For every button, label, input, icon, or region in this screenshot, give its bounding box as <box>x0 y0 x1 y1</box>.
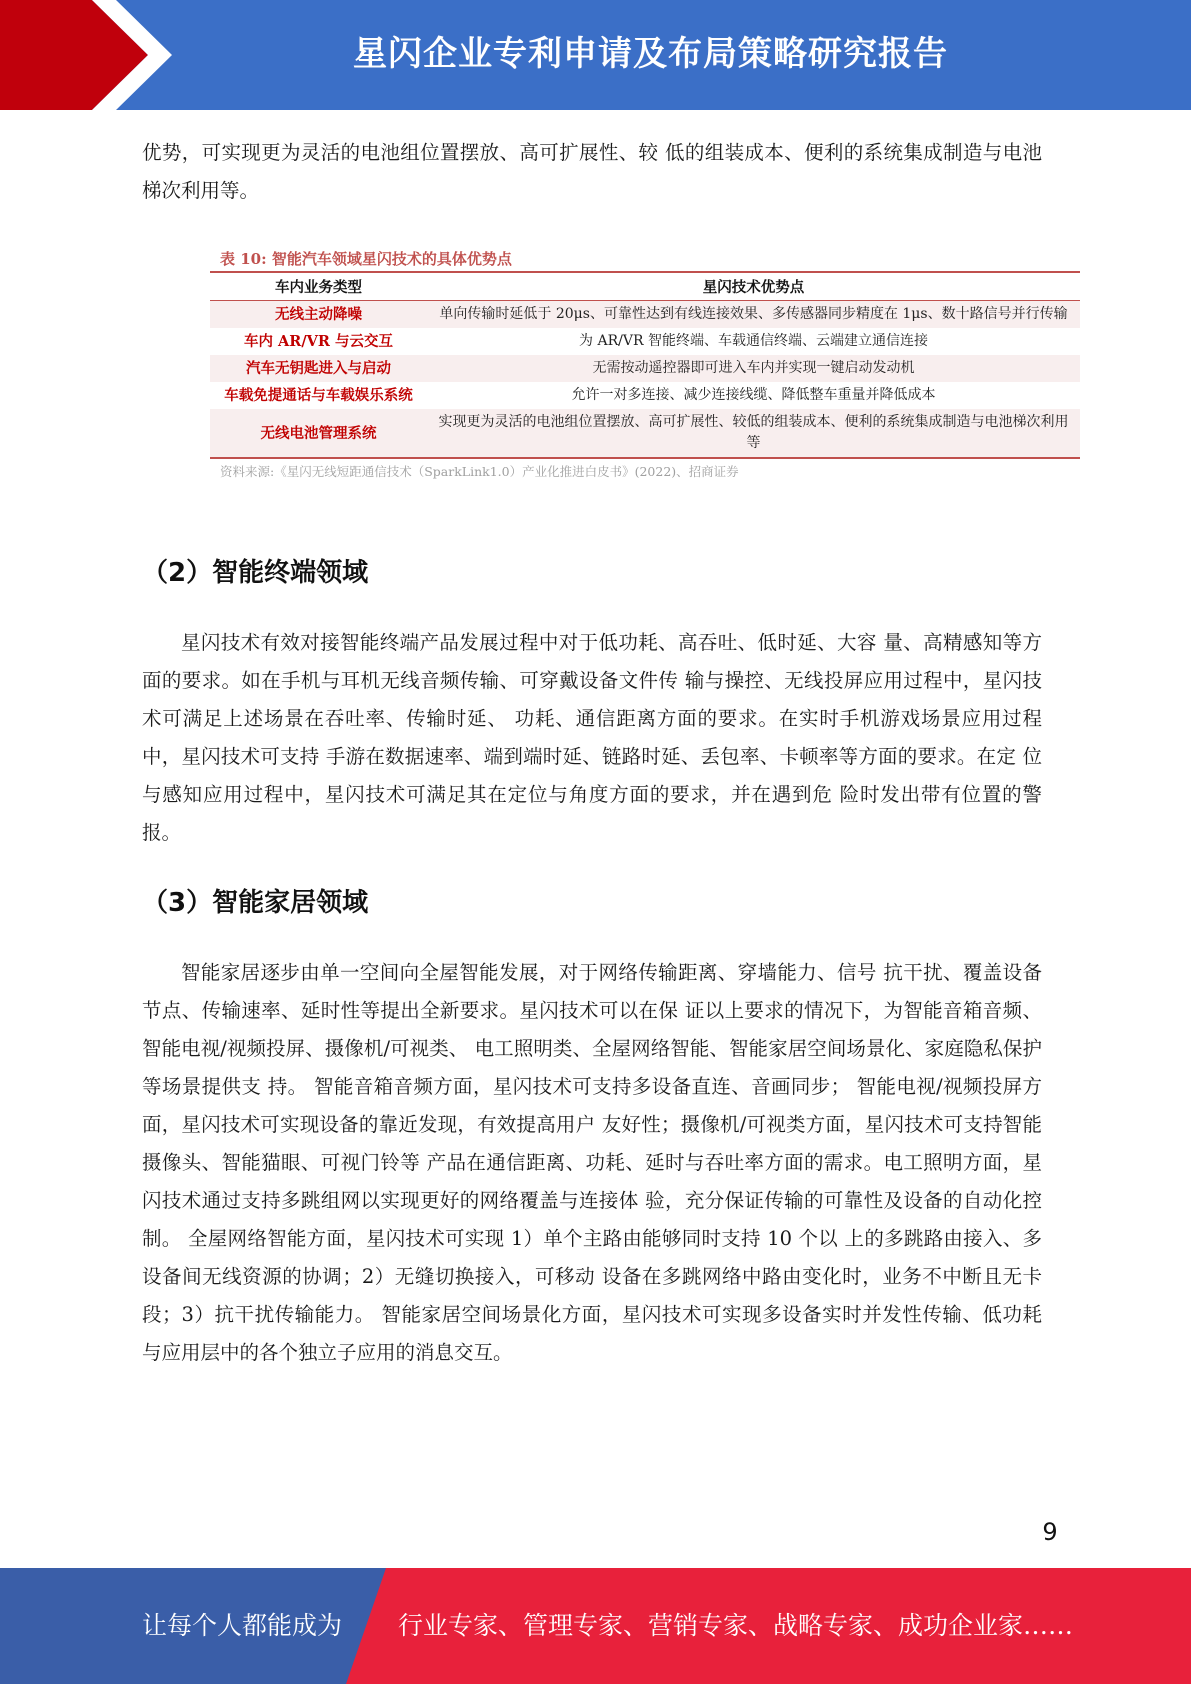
advantages-table-figure <box>210 248 1080 480</box>
advantage-cell: 为 AR/VR 智能终端、车载通信终端、云端建立通信连接 <box>579 333 928 349</box>
table-row <box>210 328 1080 355</box>
business-type-cell: 无线主动降噪 <box>210 301 427 329</box>
section-heading-smart-home: （3）智能家居领域 <box>142 888 369 918</box>
page-footer <box>0 1568 1191 1684</box>
table-caption: 表 10: 智能汽车领域星闪技术的具体优势点 <box>220 250 512 268</box>
business-type-cell: 车内 AR/VR 与云交互 <box>244 333 393 350</box>
footer-slogan-left: 让每个人都能成为 <box>142 1611 343 1640</box>
table-row <box>210 301 1080 329</box>
advantage-cell: 无需按动遥控器即可进入车内并实现一键启动发动机 <box>427 355 1080 382</box>
table-header-row <box>210 272 1080 301</box>
business-type-cell: 汽车无钥匙进入与启动 <box>210 355 427 382</box>
business-type-cell: 车载免提通话与车载娱乐系统 <box>224 387 413 404</box>
page-header <box>0 0 1191 110</box>
table-row <box>210 382 1080 409</box>
intro-paragraph: 优势，可实现更为灵活的电池组位置摆放、高可扩展性、较 低的组装成本、便利的系统集成制造与电池梯次利用等。 <box>142 141 1042 202</box>
advantage-cell: 允许一对多连接、减少连接线缆、降低整车重量并降低成本 <box>571 387 936 403</box>
table-row <box>210 409 1080 458</box>
footer-slogan-right: 行业专家、管理专家、营销专家、战略专家、成功企业家…… <box>398 1611 1074 1640</box>
advantage-cell: 单向传输时延低于 20μs、可靠性达到有线连接效果、多传感器同步精度在 1μs、数十路信号并行传输 <box>427 301 1080 329</box>
section-heading-smart-terminal: （2）智能终端领域 <box>142 558 369 588</box>
advantage-cell: 实现更为灵活的电池组位置摆放、高可扩展性、较低的组装成本、便利的系统集成制造与电池梯次利用等 <box>427 409 1080 458</box>
report-title: 星闪企业专利申请及布局策略研究报告 <box>353 34 948 74</box>
business-type-cell: 无线电池管理系统 <box>210 409 427 458</box>
advantages-table <box>210 271 1080 459</box>
table-row <box>210 355 1080 382</box>
page-number: 9 <box>1042 1518 1058 1546</box>
section2-paragraph: 星闪技术有效对接智能终端产品发展过程中对于低功耗、高吞吐、低时延、大容 量、高精感知等方面的要求。如在手机与耳机无线音频传输、可穿戴设备文件传 输与操控、无线投屏应用过程中，星闪技术可满足上述场景在吞吐率、传输时延、 功耗、通信距离方面的要求。在实时手机游戏场景应用过程中，星闪技术可支持 手游在数据速率、端到端时延、链路时延、丢包率、卡顿率等方面的要求。在定 位与感知应用过程中，星闪技术可满足其在定位与角度方面的要求，并在遇到危 险时发出带有位置的警报。 <box>142 631 1042 844</box>
table-source-note: 资料来源:《星闪无线短距通信技术（SparkLink1.0）产业化推进白皮书》(2022)、招商证券 <box>220 464 739 479</box>
table-column-header: 车内业务类型 <box>210 272 427 301</box>
table-column-header: 星闪技术优势点 <box>427 272 1080 301</box>
section3-paragraph: 智能家居逐步由单一空间向全屋智能发展，对于网络传输距离、穿墙能力、信号 抗干扰、覆盖设备节点、传输速率、延时性等提出全新要求。星闪技术可以在保 证以上要求的情况下，为智能音箱音频、智能电视/视频投屏、摄像机/可视类、 电工照明类、全屋网络智能、智能家居空间场景化、家庭隐私保护等场景提供支 持。 智能音箱音频方面，星闪技术可支持多设备直连、音画同步； 智能电视/视频投屏方面，星闪技术可实现设备的靠近发现，有效提高用户 友好性；摄像机/可视类方面，星闪技术可支持智能摄像头、智能猫眼、可视门铃等 产品在通信距离、功耗、延时与吞吐率方面的需求。电工照明方面，星闪技术通过支持多跳组网以实现更好的网络覆盖与连接体 验，充分保证传输的可靠性及设备的自动化控制。 全屋网络智能方面，星闪技术可实现 1）单个主路由能够同时支持 10 个以 上的多跳路由接入、多设备间无线资源的协调；2）无缝切换接入，可移动 设备在多跳网络中路由变化时，业务不中断且无卡段；3）抗干扰传输能力。 智能家居空间场景化方面，星闪技术可实现多设备实时并发性传输、低功耗 与应用层中的各个独立子应用的消息交互。 <box>142 961 1042 1364</box>
